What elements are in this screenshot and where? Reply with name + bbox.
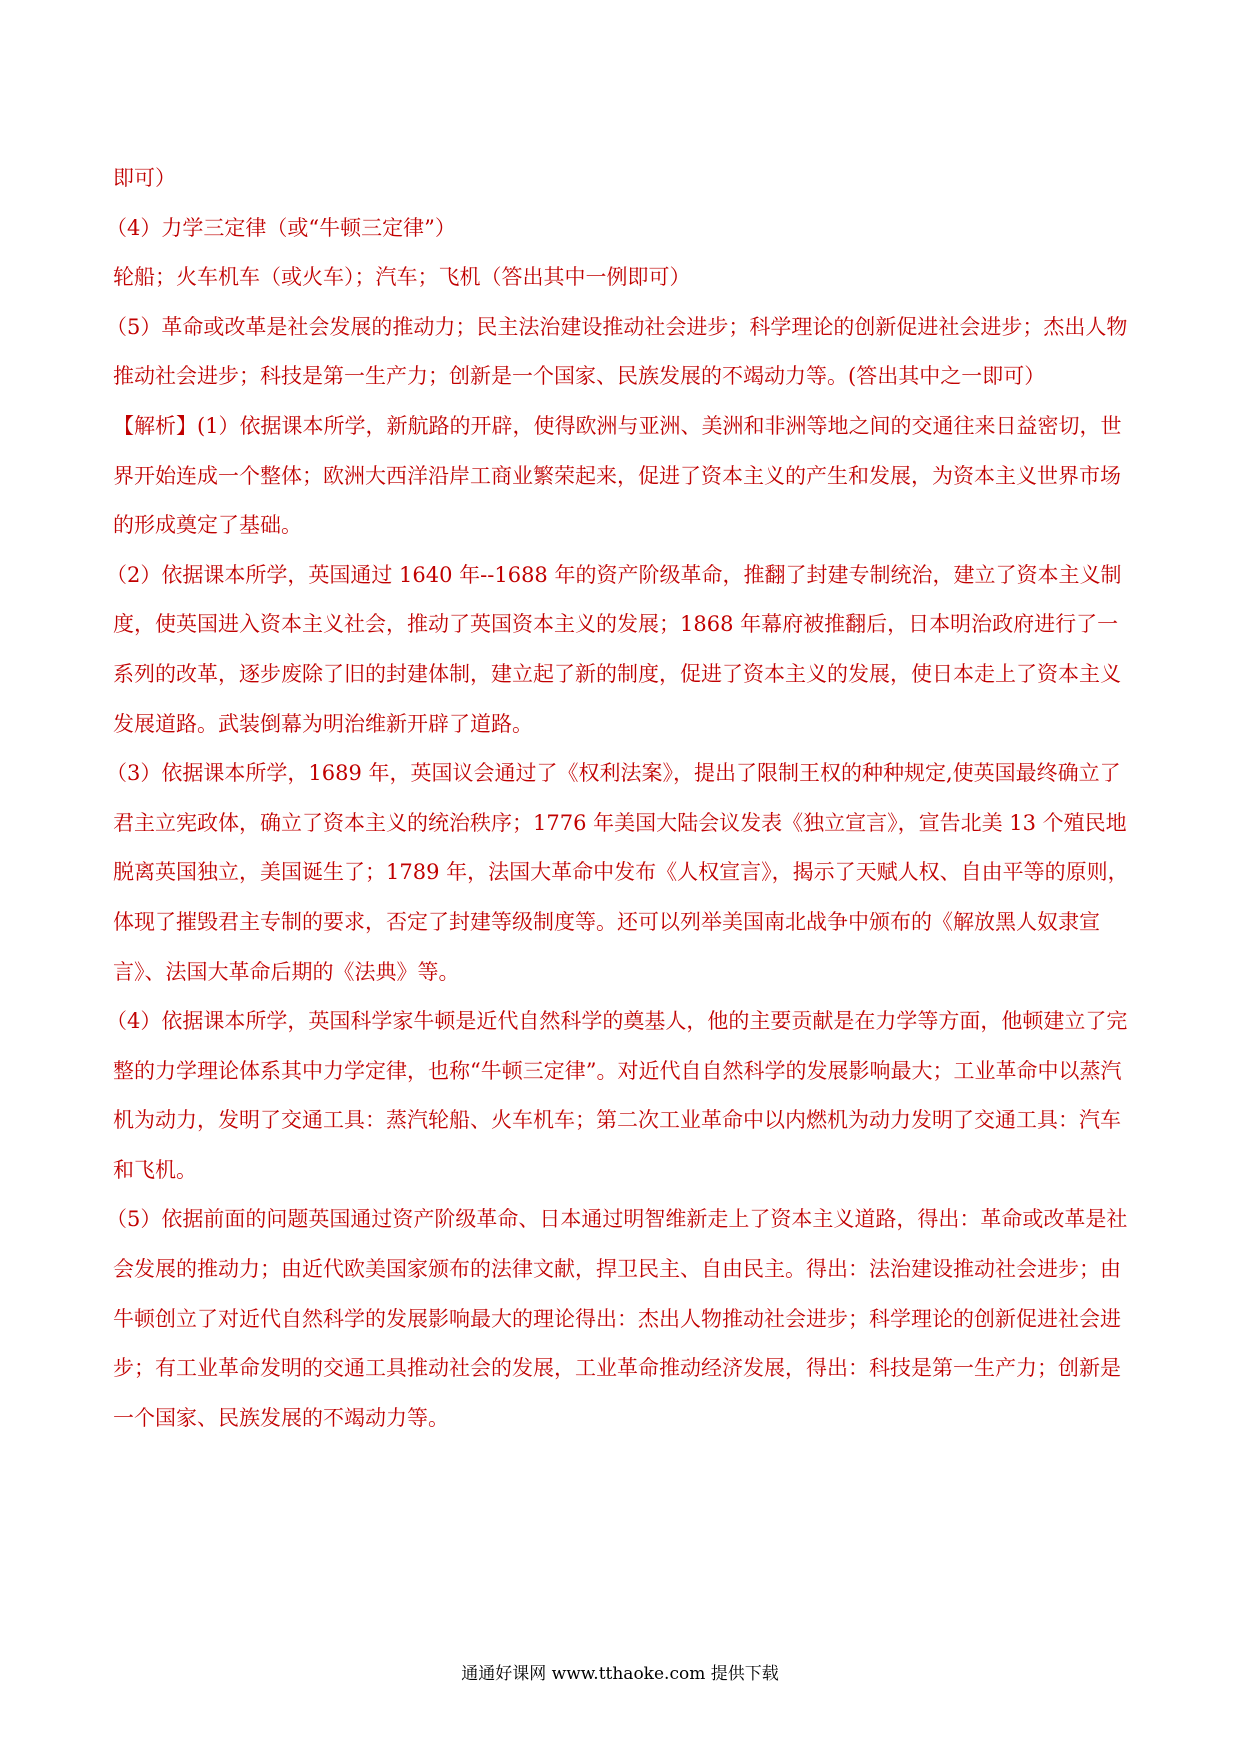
- answer-continuation: 即可）: [113, 166, 176, 190]
- analysis-part-1-paragraph: [113, 402, 1135, 551]
- answer-part-4-example: 轮船；火车机车（或火车）；汽车；飞机（答出其中一例即可）: [113, 265, 691, 290]
- answer-part-5: （5）革命或改革是社会发展的推动力；民主法治建设推动社会进步；科学理论的创新促进社会进步；杰出人物推动社会进步；科技是第一生产力；创新是一个国家、民族发展的不竭动力等。(答出其中之一即可）: [106, 314, 1128, 389]
- analysis-part-1: (1）依据课本所学，新航路的开辟，使得欧洲与亚洲、美洲和非洲等地之间的交通往来日益密切，世界开始连成一个整体；欧洲大西洋沿岸工商业繁荣起来，促进了资本主义的产生和发展，为资本主义世界市场的形成奠定了基础。: [113, 413, 1122, 538]
- analysis-part-3: （3）依据课本所学，1689 年，英国议会通过了《权利法案》，提出了限制王权的种种规定,使英国最终确立了君主立宪政体，确立了资本主义的统治秩序；1776 年美国大陆会议发表《独立宣言》，宣告北美 13 个殖民地脱离英国独立，美国诞生了；1789 年，法国大革命中发布《人权宣言》，揭示了天赋人权、自由平等的原则，体现了摧毁君主专制的要求，否定了封建等级制度等。还可以列举美国南北战争中颁布的《解放黑人奴隶宣言》、法国大革命后期的《法典》等。: [106, 761, 1129, 984]
- analysis-part-2: （2）依据课本所学，英国通过 1640 年--1688 年的资产阶级革命，推翻了封建专制统治，建立了资本主义制度，使英国进入资本主义社会，推动了英国资本主义的发展；1868 年幕府被推翻后，日本明治政府进行了一系列的改革，逐步废除了旧的封建体制，建立起了新的制度，促进了资本主义的发展，使日本走上了资本主义发展道路。武装倒幕为明治维新开辟了道路。: [106, 562, 1122, 736]
- analysis-heading: 【解析】: [113, 413, 197, 438]
- document-body: [106, 154, 1135, 1443]
- analysis-part-4: （4）依据课本所学，英国科学家牛顿是近代自然科学的奠基人，他的主要贡献是在力学等方面，他顿建立了完整的力学理论体系其中力学定律，也称“牛顿三定律”。对近代自自然科学的发展影响最大；工业革命中以蒸汽机为动力，发明了交通工具：蒸汽轮船、火车机车；第二次工业革命中以内燃机为动力发明了交通工具：汽车和飞机。: [106, 1009, 1128, 1182]
- analysis-part-5: （5）依据前面的问题英国通过资产阶级革命、日本通过明智维新走上了资本主义道路，得出：革命或改革是社会发展的推动力；由近代欧美国家颁布的法律文献，捍卫民主、自由民主。得出：法治建设推动社会进步；由牛顿创立了对近代自然科学的发展影响最大的理论得出：杰出人物推动社会进步；科学理论的创新促进社会进步；有工业革命发明的交通工具推动社会的发展，工业革命推动经济发展，得出：科技是第一生产力；创新是一个国家、民族发展的不竭动力等。: [106, 1207, 1128, 1430]
- answer-part-4-title: （4）力学三定律（或“牛顿三定律”）: [106, 215, 456, 240]
- page-footer: 通通好课网 www.tthaoke.com 提供下载: [461, 1664, 779, 1684]
